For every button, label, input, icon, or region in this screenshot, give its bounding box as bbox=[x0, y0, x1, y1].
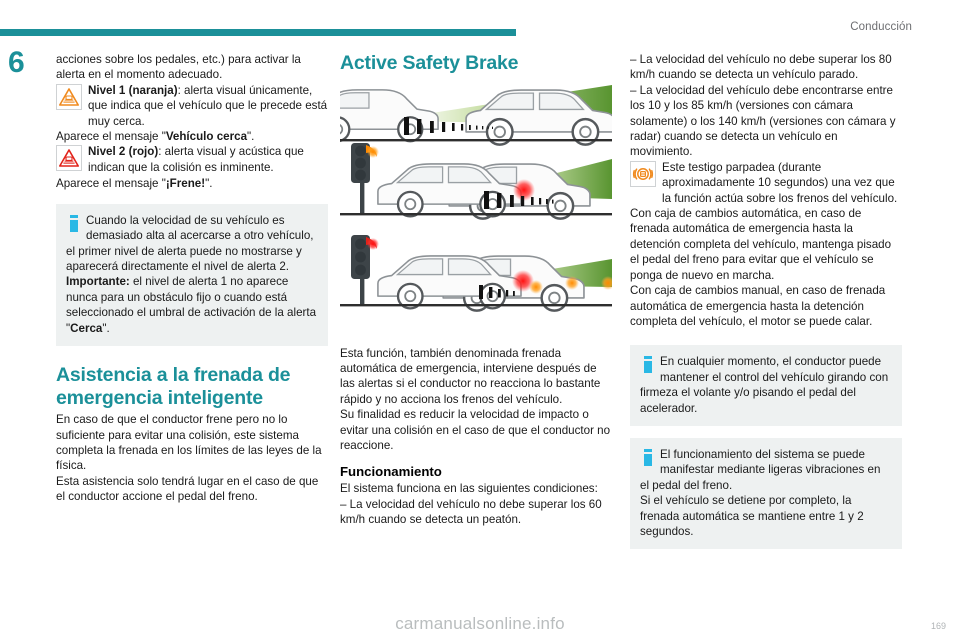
hazard-light-front bbox=[529, 280, 543, 294]
alert-level-2-description: : alerta visual y acústica que indican que la colisión es inminente. bbox=[88, 145, 304, 174]
alert-level-1-message bbox=[56, 129, 328, 144]
chapter-number: 6 bbox=[8, 46, 25, 79]
traffic-light-orange bbox=[351, 143, 379, 215]
info-box-pedal-vibration-text-1: El funcionamiento del sistema se puede manifestar mediante ligeras vibraciones en el pedal del freno. bbox=[640, 447, 881, 492]
illustration-panel-1 bbox=[340, 85, 612, 145]
illustration-panel-3 bbox=[340, 235, 612, 311]
hazard-light-mid bbox=[565, 276, 579, 290]
header-rule bbox=[0, 29, 516, 36]
active-brake-body-1: Esta función, también denominada frenada automática de emergencia, interviene después de las alertas si el conductor no reacciona lo bastante rápido y no acciona los frenos del vehículo. bbox=[340, 346, 601, 406]
alert-level-1-message-suffix: ". bbox=[247, 130, 255, 144]
important-label: Importante: bbox=[66, 275, 130, 289]
alert-level-1-text bbox=[88, 83, 328, 129]
heading-asistencia-frenada: Asistencia a la frenada de emergencia inteligente bbox=[56, 364, 291, 409]
middle-column bbox=[340, 52, 612, 528]
info-box-pedal-vibration bbox=[630, 438, 902, 549]
alert-level-1-label: Nivel 1 (naranja) bbox=[88, 83, 178, 97]
funcionamiento-bullet-1: – La velocidad del vehículo no debe superar los 60 km/h cuando se detecta un peatón. bbox=[340, 497, 602, 527]
info-icon bbox=[644, 356, 652, 373]
funcionamiento-bullet-2: – La velocidad del vehículo no debe superar los 80 km/h cuando se detecta un vehículo parado. bbox=[630, 53, 892, 82]
info-box-driver-control-text: En cualquier momento, el conductor puede mantener el control del vehículo girando con firmeza el volante y/o pisando el pedal del acelerador. bbox=[640, 355, 889, 415]
traffic-light-red bbox=[351, 235, 379, 305]
alert-level-1-description: : alerta visual únicamente, que indica que el vehículo que le precede está muy cerca. bbox=[88, 83, 328, 128]
alert-level-2-message-prefix: Aparece el mensaje " bbox=[56, 177, 166, 191]
telltale-block bbox=[630, 160, 902, 206]
brake-warning-telltale-icon bbox=[630, 161, 656, 187]
threshold-suffix: ". bbox=[102, 321, 110, 335]
alert-level-1-block bbox=[56, 83, 328, 129]
alert-level-2-block bbox=[56, 144, 328, 176]
page-header bbox=[0, 0, 960, 40]
warning-triangle-orange-icon bbox=[56, 84, 82, 110]
info-box-driver-control bbox=[630, 345, 902, 426]
alert-level-2-message bbox=[56, 176, 328, 191]
info-box-alert-levels bbox=[56, 204, 328, 346]
right-column bbox=[630, 52, 902, 549]
left-column bbox=[56, 52, 328, 505]
active-brake-body-2: Su finalidad es reducir la velocidad de impacto o evitar una colisión en el caso de que el conductor no reaccione. bbox=[340, 408, 611, 452]
info-box-pedal-vibration-text-2: Si el vehículo se detiene por completo, la frenada automática se mantiene entre 1 y 2 segundos. bbox=[640, 494, 864, 538]
page-number: 169 bbox=[930, 621, 946, 631]
info-icon bbox=[70, 215, 78, 232]
gearbox-auto-body: Con caja de cambios automática, en caso de frenada automática de emergencia hasta la detención completa del vehículo, mantenga pisado el pedal del freno para evitar que el vehículo se ponga de nuevo en marcha. bbox=[630, 207, 892, 282]
funcionamiento-intro: El sistema funciona en las siguientes condiciones: bbox=[340, 482, 598, 496]
info-box-alert-levels-text: Cuando la velocidad de su vehículo es demasiado alta al acercarse a otro vehículo, el primer nivel de alerta puede no mostrarse y aparecerá directamente el nivel de alerta 2. bbox=[66, 213, 314, 274]
heading-active-safety-brake: Active Safety Brake bbox=[340, 52, 519, 74]
section-title: Conducción bbox=[850, 21, 912, 33]
asistencia-body-1: En caso de que el conductor frene pero no lo suficiente para evitar una colisión, este sistema completa la frenada en los límites de las leyes de la física. bbox=[56, 413, 322, 473]
info-box-important bbox=[66, 274, 318, 336]
alert-level-1-message-prefix: Aparece el mensaje " bbox=[56, 130, 166, 144]
subheading-funcionamiento: Funcionamiento bbox=[340, 464, 442, 480]
alert-level-2-message-suffix: ". bbox=[205, 177, 213, 191]
asistencia-body-2: Esta asistencia solo tendrá lugar en el caso de que el conductor accione el pedal del freno. bbox=[56, 474, 319, 504]
site-watermark: carmanualsonline.info bbox=[395, 614, 565, 633]
active-safety-brake-illustration bbox=[340, 81, 612, 336]
illustration-panel-2 bbox=[340, 143, 612, 219]
alert-level-2-text bbox=[88, 144, 328, 175]
alert-level-2-label: Nivel 2 (rojo) bbox=[88, 145, 159, 159]
alert-level-2-message-text: ¡Frene! bbox=[165, 177, 206, 191]
gearbox-manual-body: Con caja de cambios manual, en caso de frenada automática de emergencia hasta la detención completa del vehículo, el motor se puede calar. bbox=[630, 284, 886, 328]
threshold-value: Cerca bbox=[70, 321, 103, 335]
continued-paragraph: acciones sobre los pedales, etc.) para activar la alerta en el momento adecuado. bbox=[56, 53, 301, 82]
info-icon bbox=[644, 449, 652, 466]
telltale-text: Este testigo parpadea (durante aproximadamente 10 segundos) una vez que la función actúa sobre los frenos del vehículo. bbox=[662, 160, 898, 205]
alert-level-1-message-text: Vehículo cerca bbox=[165, 130, 248, 144]
warning-triangle-red-icon bbox=[56, 145, 82, 171]
funcionamiento-bullet-3: – La velocidad del vehículo debe encontrarse entre los 10 y los 85 km/h (versiones con cámara solamente) o los 140 km/h (versiones con cámara y radar) cuando se detecta un vehículo en movimiento. bbox=[630, 83, 896, 159]
important-text: el nivel de alerta 1 no aparece nunca para un obstáculo fijo o cuando está seleccionado el umbral de activación de la alerta " bbox=[66, 275, 317, 335]
